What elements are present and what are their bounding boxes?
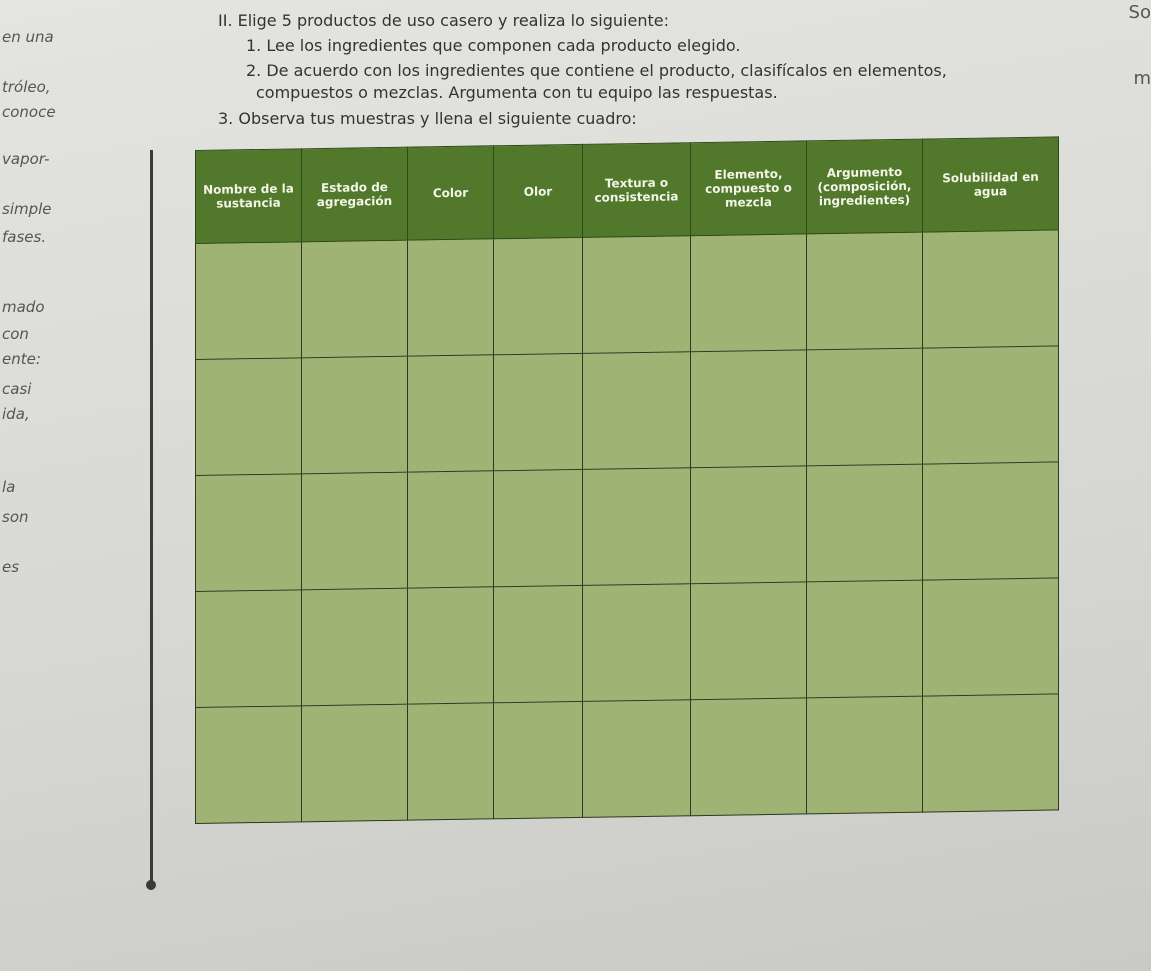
table-cell[interactable] — [807, 348, 923, 466]
table-cell[interactable] — [196, 474, 302, 592]
margin-text: simple — [2, 200, 52, 218]
table-cell[interactable] — [923, 694, 1059, 812]
table-cell[interactable] — [302, 356, 408, 474]
header-smell: Olor — [494, 144, 583, 238]
table-cell[interactable] — [691, 698, 807, 816]
table-cell[interactable] — [302, 704, 408, 822]
table-row — [196, 346, 1059, 476]
table-cell[interactable] — [583, 236, 691, 354]
margin-text: ida, — [2, 405, 30, 423]
margin-text: la — [2, 478, 16, 496]
margin-dot — [146, 880, 156, 890]
table-cell[interactable] — [583, 700, 691, 818]
table-row — [196, 462, 1059, 592]
margin-text: son — [2, 508, 29, 526]
table-cell[interactable] — [196, 590, 302, 708]
step-2: 2. De acuerdo con los ingredientes que contiene el producto, clasifícalos en elementos, — [246, 61, 947, 80]
table-cell[interactable] — [494, 237, 583, 354]
right-margin-text: So — [1128, 2, 1151, 23]
table-cell[interactable] — [691, 582, 807, 700]
margin-text: conoce — [2, 103, 56, 121]
table-cell[interactable] — [302, 240, 408, 358]
table-cell[interactable] — [807, 696, 923, 814]
margin-text: en una — [2, 28, 54, 46]
table-cell[interactable] — [494, 353, 583, 470]
margin-text: es — [2, 558, 20, 576]
table-cell[interactable] — [923, 462, 1059, 580]
header-argument: Argumento (composición, ingredientes) — [807, 139, 923, 234]
table-cell[interactable] — [807, 464, 923, 582]
table-cell[interactable] — [691, 234, 807, 352]
table-cell[interactable] — [583, 584, 691, 702]
table-cell[interactable] — [494, 585, 583, 702]
header-classification: Elemento, compuesto o mezcla — [691, 141, 807, 236]
margin-text: vapor- — [2, 150, 50, 168]
table-cell[interactable] — [583, 352, 691, 470]
table-row — [196, 578, 1059, 708]
table-cell[interactable] — [408, 355, 494, 472]
step-1: 1. Lee los ingredientes que componen cada producto elegido. — [246, 36, 741, 55]
margin-text: tróleo, — [2, 78, 51, 96]
table-row — [196, 694, 1059, 824]
table-cell[interactable] — [196, 706, 302, 824]
table-cell[interactable] — [408, 471, 494, 588]
table-cell[interactable] — [196, 242, 302, 360]
table-cell[interactable] — [583, 468, 691, 586]
table-cell[interactable] — [408, 587, 494, 704]
table-cell[interactable] — [923, 578, 1059, 696]
exercise-title: II. Elige 5 productos de uso casero y realiza lo siguiente: — [218, 11, 669, 30]
header-texture: Textura o consistencia — [583, 143, 691, 238]
header-color: Color — [408, 146, 494, 240]
margin-text: ente: — [2, 350, 41, 368]
table-cell[interactable] — [923, 230, 1059, 348]
table-row — [196, 230, 1059, 360]
table-cell[interactable] — [923, 346, 1059, 464]
margin-text: fases. — [2, 228, 47, 246]
margin-line — [150, 150, 153, 885]
table-cell[interactable] — [494, 701, 583, 818]
step-3: 3. Observa tus muestras y llena el siguiente cuadro: — [218, 109, 637, 128]
table-cell[interactable] — [408, 703, 494, 820]
header-name: Nombre de la sustancia — [196, 149, 302, 244]
table-cell[interactable] — [302, 588, 408, 706]
table-cell[interactable] — [302, 472, 408, 590]
table-cell[interactable] — [196, 358, 302, 476]
observation-table — [195, 136, 1059, 824]
table-cell[interactable] — [408, 239, 494, 356]
step-2-continued: compuestos o mezclas. Argumenta con tu equipo las respuestas. — [256, 83, 778, 102]
margin-text: con — [2, 325, 29, 343]
table-cell[interactable] — [807, 580, 923, 698]
header-solubility: Solubilidad en agua — [923, 137, 1059, 232]
table-cell[interactable] — [691, 466, 807, 584]
table-cell[interactable] — [691, 350, 807, 468]
table-cell[interactable] — [807, 232, 923, 350]
header-state: Estado de agregación — [302, 147, 408, 242]
table-cell[interactable] — [494, 469, 583, 586]
margin-text: mado — [2, 298, 45, 316]
right-margin-text: m — [1133, 68, 1151, 89]
margin-text: casi — [2, 380, 32, 398]
